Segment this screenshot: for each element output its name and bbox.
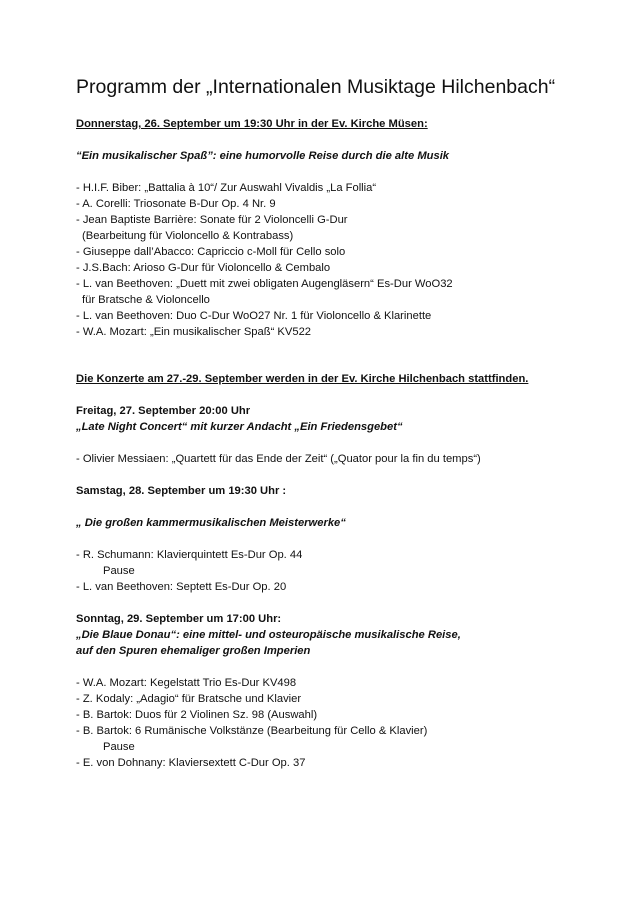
day1-subtitle: “Ein musikalischer Spaß”: eine humorvolle Reise durch die alte Musik (76, 150, 450, 162)
day3-subtitle: „ Die großen kammermusikalischen Meisterwerke“ (76, 517, 346, 529)
program-item: - W.A. Mozart: Kegelstatt Trio Es-Dur KV498 (76, 677, 297, 689)
program-item: - R. Schumann: Klavierquintett Es-Dur Op. 44 (76, 549, 303, 561)
day4-subtitle-continued: auf den Spuren ehemaliger großen Imperien (76, 645, 311, 657)
pause-label: Pause (103, 565, 135, 577)
program-item-note: für Bratsche & Violoncello (82, 294, 210, 306)
pause-label: Pause (103, 741, 135, 753)
day3-heading: Samstag, 28. September um 19:30 Uhr : (76, 485, 287, 497)
program-item: - Jean Baptiste Barrière: Sonate für 2 Violoncelli G-Dur (76, 214, 348, 226)
day2-heading: Freitag, 27. September 20:00 Uhr (76, 405, 251, 417)
program-item: - B. Bartok: Duos für 2 Violinen Sz. 98 (Auswahl) (76, 709, 318, 721)
day4-heading: Sonntag, 29. September um 17:00 Uhr: (76, 613, 282, 625)
program-item: - L. van Beethoven: „Duett mit zwei obligaten Augengläsern“ Es-Dur WoO32 (76, 278, 453, 290)
venue-note: Die Konzerte am 27.-29. September werden in der Ev. Kirche Hilchenbach stattfinden. (76, 373, 529, 385)
day4-subtitle: „Die Blaue Donau“: eine mittel- und osteuropäische musikalische Reise, (76, 629, 461, 641)
program-item: - L. van Beethoven: Septett Es-Dur Op. 20 (76, 581, 287, 593)
page-title: Programm der „Internationalen Musiktage Hilchenbach“ (76, 76, 556, 98)
program-item: - H.I.F. Biber: „Battalia à 10“/ Zur Auswahl Vivaldis „La Follia“ (76, 182, 377, 194)
day1-heading: Donnerstag, 26. September um 19:30 Uhr in der Ev. Kirche Müsen: (76, 118, 428, 130)
program-item: - Olivier Messiaen: „Quartett für das Ende der Zeit“ („Quator pour la fin du temps“) (76, 453, 481, 465)
program-item-note: (Bearbeitung für Violoncello & Kontrabass) (82, 230, 294, 242)
program-item: - J.S.Bach: Arioso G-Dur für Violoncello & Cembalo (76, 262, 331, 274)
program-item: - Z. Kodaly: „Adagio“ für Bratsche und Klavier (76, 693, 302, 705)
program-item: - A. Corelli: Triosonate B-Dur Op. 4 Nr. 9 (76, 198, 276, 210)
program-item: - E. von Dohnany: Klaviersextett C-Dur Op. 37 (76, 757, 306, 769)
day2-subtitle: „Late Night Concert“ mit kurzer Andacht „Ein Friedensgebet“ (76, 421, 403, 433)
program-item: - B. Bartok: 6 Rumänische Volkstänze (Bearbeitung für Cello & Klavier) (76, 725, 428, 737)
program-item: - W.A. Mozart: „Ein musikalischer Spaß“ KV522 (76, 326, 312, 338)
program-item: - L. van Beethoven: Duo C-Dur WoO27 Nr. 1 für Violoncello & Klarinette (76, 310, 432, 322)
program-item: - Giuseppe dall’Abacco: Capriccio c-Moll für Cello solo (76, 246, 346, 258)
